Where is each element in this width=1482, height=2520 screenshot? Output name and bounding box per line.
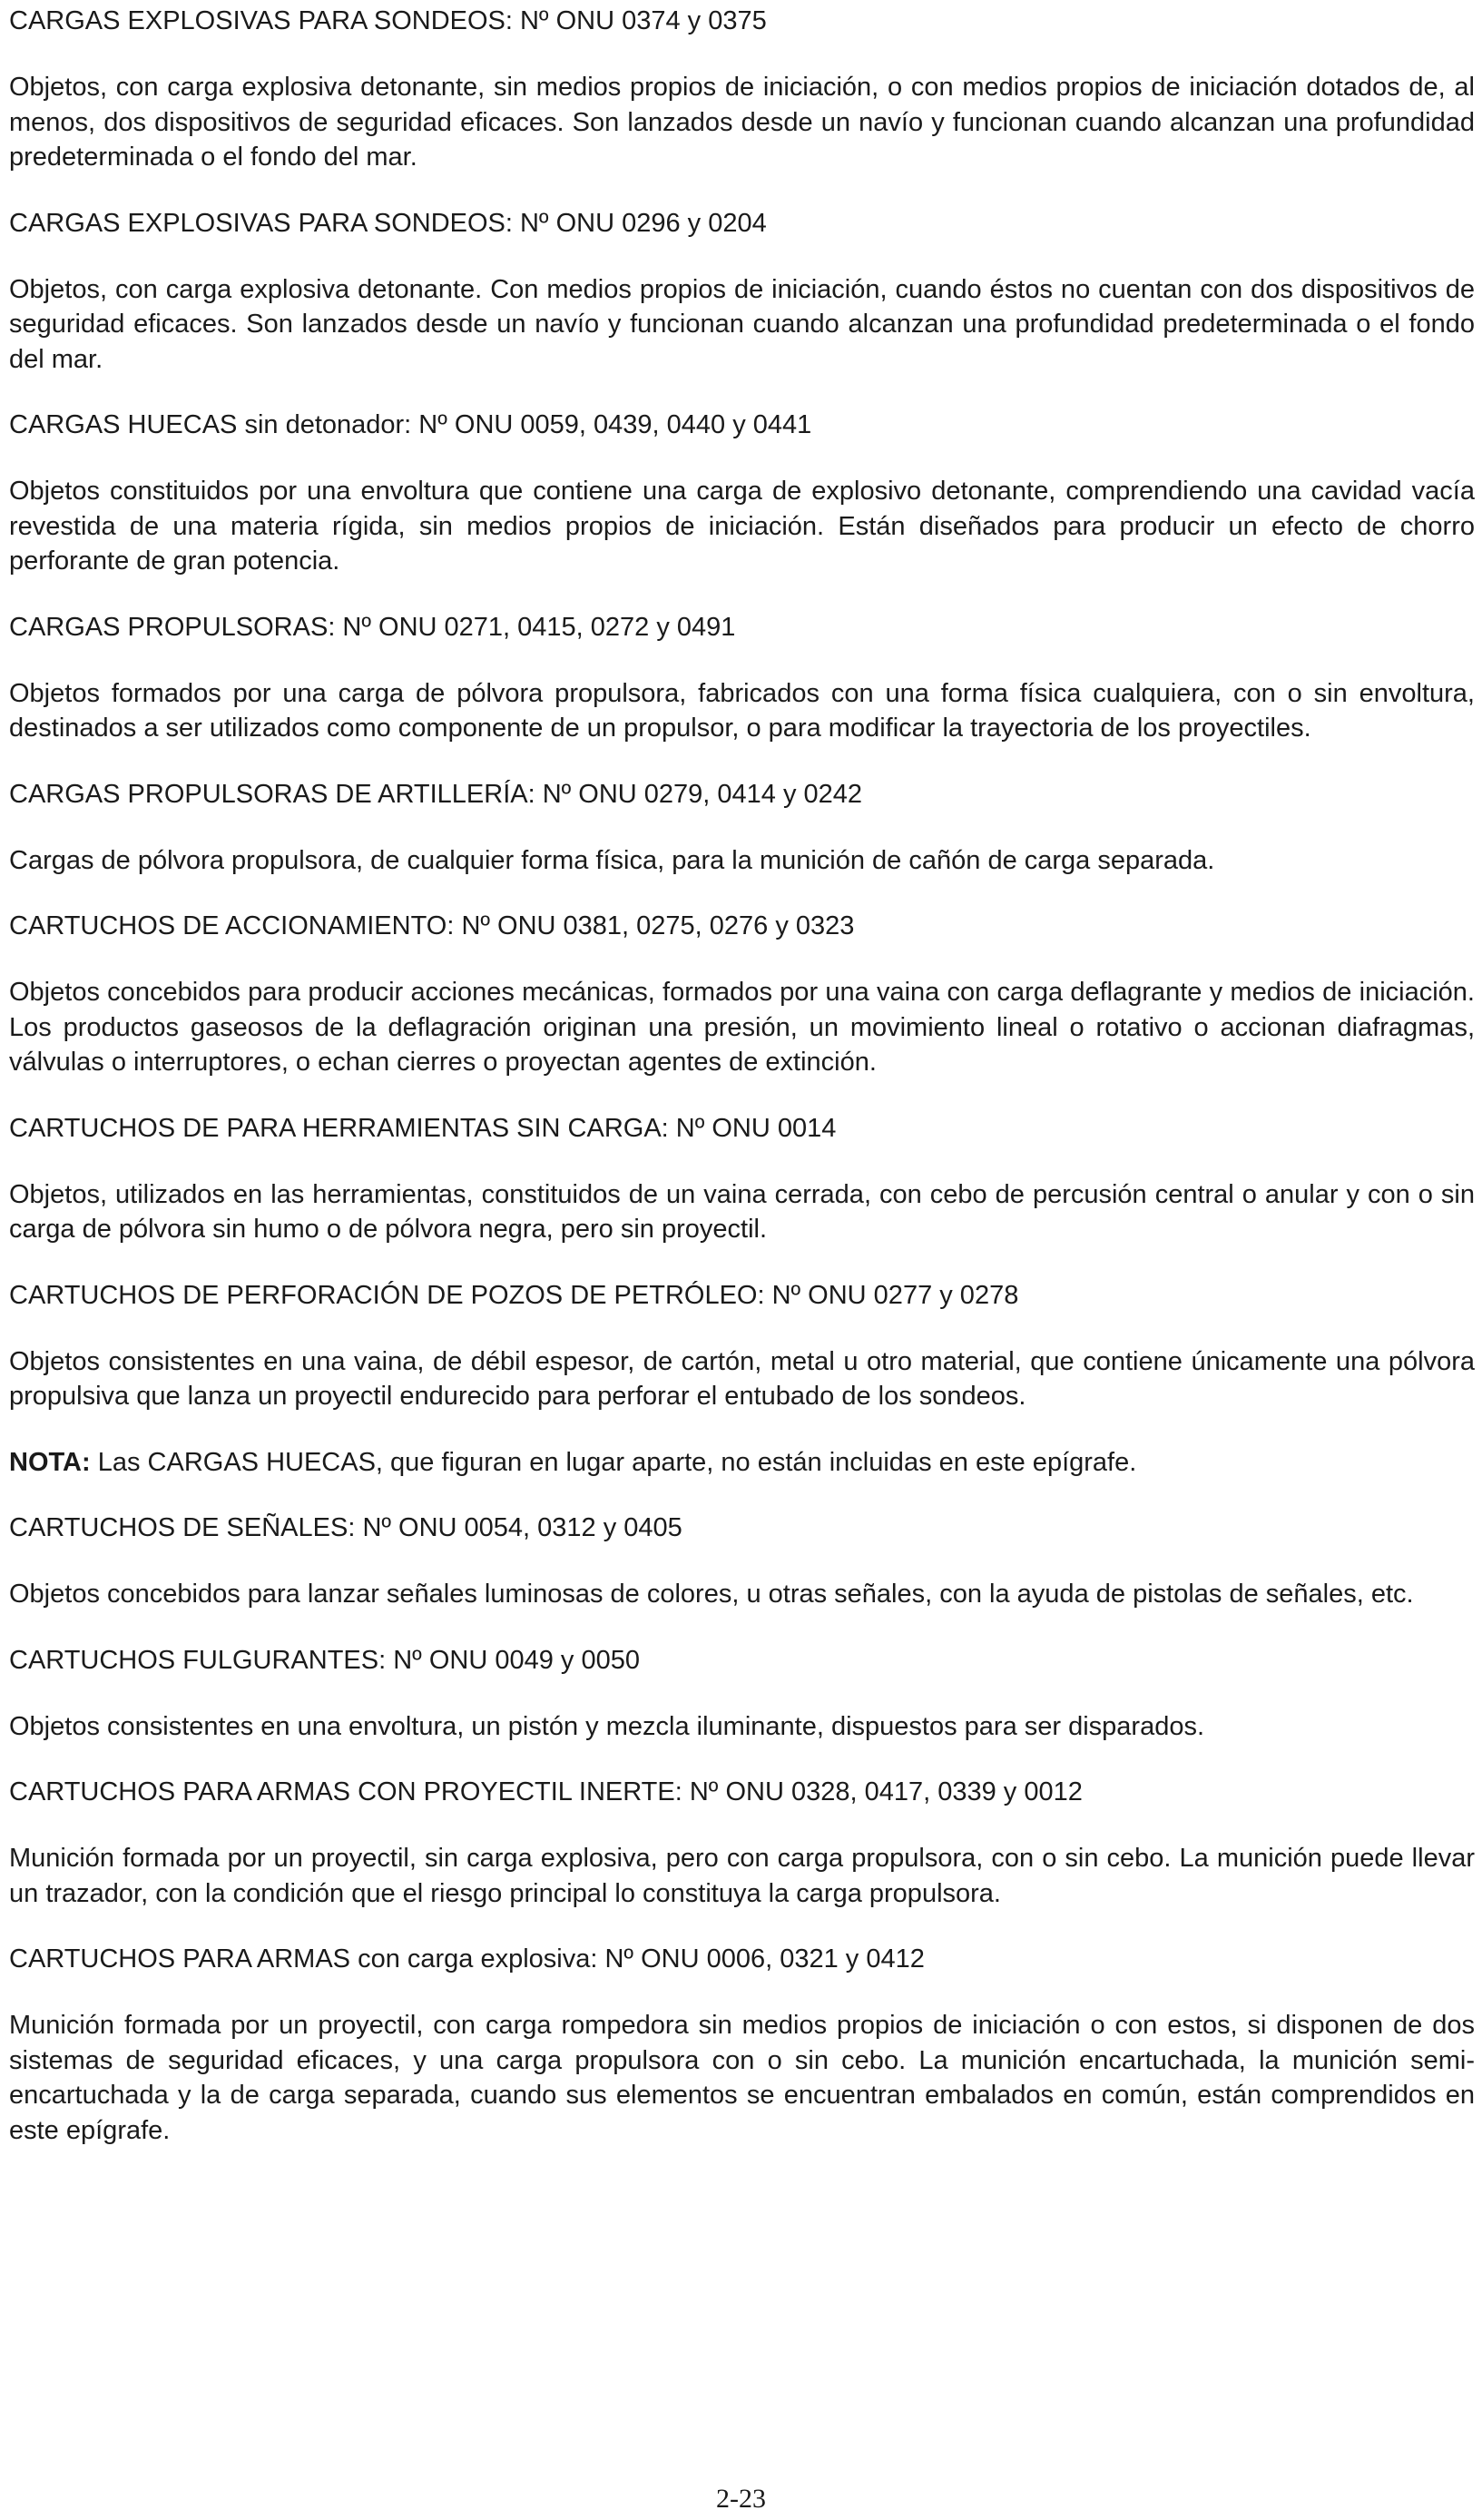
entry-heading: CARTUCHOS DE ACCIONAMIENTO: Nº ONU 0381, 0275, 0276 y 0323 xyxy=(9,911,855,940)
entry-description: Objetos, con carga explosiva detonante, sin medios propios de iniciación, o con medios propios de iniciación dotados de, al menos, dos dispositivos de seguridad eficaces. Son lanzados desde un navío y funcionan cuando alcanzan una profundidad predeterminada o el fondo del mar. xyxy=(9,73,1475,172)
entry-description: Munición formada por un proyectil, con carga rompedora sin medios propios de iniciación o con estos, si disponen de dos sistemas de seguridad eficaces, y una carga propulsora con o sin cebo. La munición encartuchada, la munición semi-encartuchada y la de carga separada, cuando sus elementos se encuentran embalados en común, están comprendidos en este epígrafe. xyxy=(9,2011,1475,2145)
document-page xyxy=(9,4,1475,2179)
entry-heading: CARTUCHOS DE SEÑALES: Nº ONU 0054, 0312 y 0405 xyxy=(9,1513,682,1542)
entry-description: Objetos consistentes en una vaina, de débil espesor, de cartón, metal u otro material, que contiene únicamente una pólvora propulsiva que lanza un proyectil endurecido para perforar el entubado de los sondeos. xyxy=(9,1346,1475,1411)
entry-heading: CARTUCHOS PARA ARMAS con carga explosiva: Nº ONU 0006, 0321 y 0412 xyxy=(9,1944,925,1974)
nota-label: NOTA: xyxy=(9,1447,91,1477)
entry-description: Objetos consistentes en una envoltura, un pistón y mezcla iluminante, dispuestos para ser disparados. xyxy=(9,1711,1205,1741)
entry-description: Objetos constituidos por una envoltura que contiene una carga de explosivo detonante, comprendiendo una cavidad vacía revestida de una materia rígida, sin medios propios de iniciación. Están diseñados para producir un efecto de chorro perforante de gran potencia. xyxy=(9,477,1475,576)
entry-description: Objetos, utilizados en las herramientas, constituidos de un vaina cerrada, con cebo de percusión central o anular y con o sin carga de pólvora sin humo o de pólvora negra, pero sin proyectil. xyxy=(9,1179,1475,1244)
entry-heading: CARTUCHOS PARA ARMAS CON PROYECTIL INERTE: Nº ONU 0328, 0417, 0339 y 0012 xyxy=(9,1777,1083,1806)
entry-heading: CARTUCHOS FULGURANTES: Nº ONU 0049 y 0050 xyxy=(9,1645,640,1675)
nota-text: Las CARGAS HUECAS, que figuran en lugar aparte, no están incluidas en este epígrafe. xyxy=(90,1447,1137,1477)
entry-description: Objetos concebidos para lanzar señales luminosas de colores, u otras señales, con la ayuda de pistolas de señales, etc. xyxy=(9,1580,1414,1609)
entry-heading: CARGAS EXPLOSIVAS PARA SONDEOS: Nº ONU 0296 y 0204 xyxy=(9,208,767,238)
nota-paragraph xyxy=(9,1445,1475,1481)
entry-heading: CARGAS HUECAS sin detonador: Nº ONU 0059, 0439, 0440 y 0441 xyxy=(9,410,812,439)
entry-heading: CARGAS EXPLOSIVAS PARA SONDEOS: Nº ONU 0374 y 0375 xyxy=(9,6,767,35)
entry-description: Cargas de pólvora propulsora, de cualquier forma física, para la munición de cañón de carga separada. xyxy=(9,845,1215,875)
page-number: 2-23 xyxy=(716,2484,766,2514)
entry-heading: CARTUCHOS DE PARA HERRAMIENTAS SIN CARGA: Nº ONU 0014 xyxy=(9,1113,837,1143)
entry-heading: CARGAS PROPULSORAS: Nº ONU 0271, 0415, 0272 y 0491 xyxy=(9,612,736,642)
entry-heading: CARTUCHOS DE PERFORACIÓN DE POZOS DE PETRÓLEO: Nº ONU 0277 y 0278 xyxy=(9,1280,1019,1310)
entry-description: Objetos formados por una carga de pólvora propulsora, fabricados con una forma física cualquiera, con o sin envoltura, destinados a ser utilizados como componente de un propulsor, o para modificar la trayectoria de los proyectiles. xyxy=(9,678,1475,743)
entry-description: Munición formada por un proyectil, sin carga explosiva, pero con carga propulsora, con o sin cebo. La munición puede llevar un trazador, con la condición que el riesgo principal lo constituya la carga propulsora. xyxy=(9,1844,1475,1908)
entry-heading: CARGAS PROPULSORAS DE ARTILLERÍA: Nº ONU 0279, 0414 y 0242 xyxy=(9,779,863,809)
entry-description: Objetos concebidos para producir acciones mecánicas, formados por una vaina con carga deflagrante y medios de iniciación. Los productos gaseosos de la deflagración originan una presión, un movimiento lineal o rotativo o accionan diafragmas, válvulas o interruptores, o echan cierres o proyectan agentes de extinción. xyxy=(9,978,1475,1077)
entry-description: Objetos, con carga explosiva detonante. Con medios propios de iniciación, cuando éstos no cuentan con dos dispositivos de seguridad eficaces. Son lanzados desde un navío y funcionan cuando alcanzan una profundidad predeterminada o el fondo del mar. xyxy=(9,274,1475,374)
